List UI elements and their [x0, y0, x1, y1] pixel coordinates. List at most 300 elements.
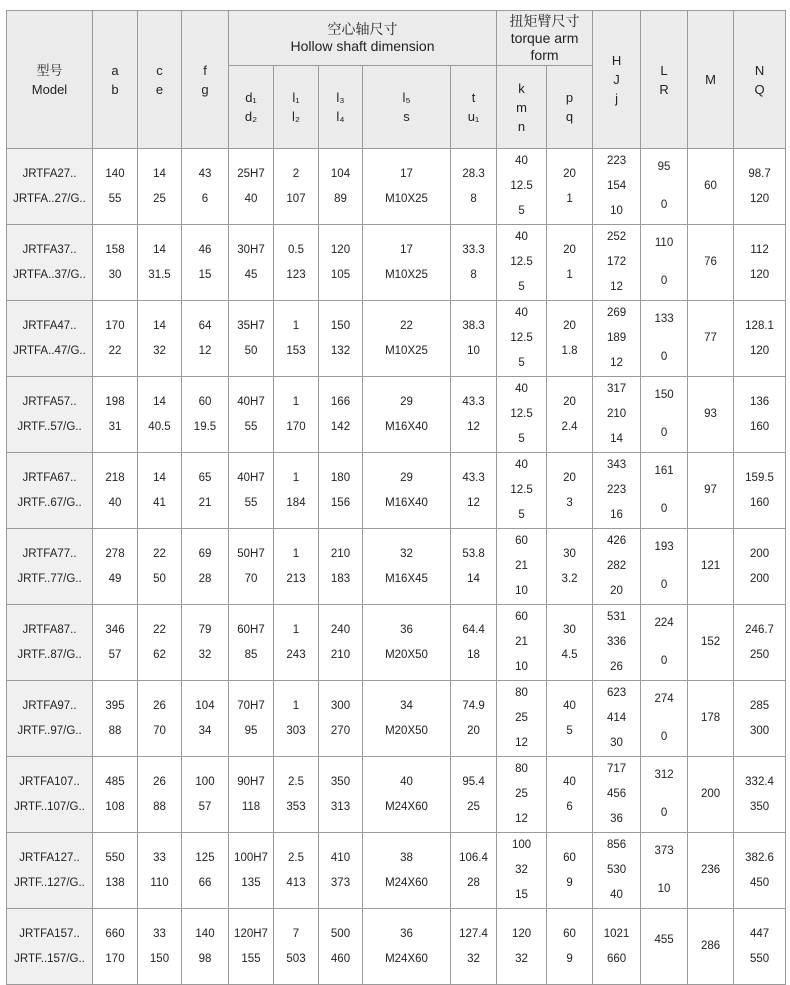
cell-h-j-j [593, 225, 641, 301]
header-l-r [641, 11, 688, 149]
table-row [7, 833, 786, 909]
cell-line: 66 [198, 876, 212, 889]
cell-line: 0 [660, 199, 668, 211]
cell-line: JRTF..97/G.. [17, 724, 82, 737]
cell-line: 252 [606, 231, 627, 243]
header-a-b [93, 11, 138, 149]
cell-line: 14 [153, 167, 166, 180]
cell-line: 0 [660, 655, 668, 667]
cell-line: 10 [467, 344, 480, 357]
cell-line: 62 [153, 648, 166, 661]
cell-m [688, 605, 734, 681]
cell-line: 193 [654, 541, 674, 553]
cell-f-g [182, 301, 229, 377]
cell-line: 32 [515, 952, 528, 965]
header-k-m-n [497, 66, 547, 149]
cell-line: 170 [105, 952, 125, 965]
cell-a-b [93, 909, 138, 985]
cell-line: 40H7 [237, 471, 265, 484]
cell-f-g [182, 377, 229, 453]
cell-h-j-j [593, 757, 641, 833]
cell-l-r [641, 377, 688, 453]
cell-line: 210 [606, 408, 627, 420]
cell-line: 30 [563, 547, 576, 560]
cell-f-g [182, 149, 229, 225]
cell-h-j-j [593, 301, 641, 377]
header-m [688, 11, 734, 149]
cell-p-q [547, 377, 593, 453]
cell-c-e [138, 225, 182, 301]
cell-line: 25 [153, 192, 166, 205]
cell-line: 447 [749, 927, 770, 940]
cell-line: M10X25 [385, 344, 428, 357]
cell-line: 57 [198, 800, 212, 813]
cell-line: 33 [153, 927, 166, 940]
cell-line: 95 [657, 161, 671, 173]
cell-line: 50 [153, 572, 166, 585]
cell-m [688, 833, 734, 909]
cell-line: 12 [610, 357, 623, 369]
cell-k-m-n [497, 909, 547, 985]
cell-line: JRTFA77.. [22, 547, 77, 560]
cell-line: 189 [606, 332, 627, 344]
cell-line: JRTFA97.. [22, 699, 77, 712]
cell-line: 2.5 [288, 851, 304, 864]
cell-line: 30 [610, 737, 623, 749]
cell-line: 32 [467, 952, 480, 965]
cell-line: 40.5 [148, 420, 171, 433]
cell-line: 153 [286, 344, 306, 357]
cell-d [229, 681, 274, 757]
cell-line: 12.5 [510, 180, 533, 192]
cell-d [229, 833, 274, 909]
cell-line: 41 [153, 496, 166, 509]
cell-line: 155 [241, 952, 261, 965]
cell-h-j-j [593, 833, 641, 909]
cell-line: 22 [400, 319, 413, 332]
cell-line: R [659, 81, 669, 97]
cell-a-b [93, 605, 138, 681]
cell-line: 410 [330, 851, 351, 864]
cell-line: 90H7 [237, 775, 265, 788]
cell-line: 8 [470, 192, 477, 205]
cell-line: 313 [330, 800, 351, 813]
cell-line: 21 [515, 636, 528, 648]
cell-line: 154 [606, 180, 627, 192]
cell-l5-s [363, 757, 451, 833]
cell-line: 184 [286, 496, 306, 509]
cell-line: 40 [244, 192, 258, 205]
cell-line: 95 [244, 724, 258, 737]
cell-line: 132 [330, 344, 351, 357]
cell-l1-l2 [274, 529, 319, 605]
cell-line: 12 [610, 281, 623, 293]
cell-a-b [93, 757, 138, 833]
cell-n-q [734, 909, 786, 985]
cell-line: 25 [467, 800, 480, 813]
cell-line: 25 [515, 712, 528, 724]
cell-line: 22 [108, 344, 122, 357]
cell-line: 500 [330, 927, 351, 940]
cell-d [229, 301, 274, 377]
cell-line: 80 [515, 763, 528, 775]
cell-line: 286 [700, 940, 721, 952]
cell-line: 210 [330, 547, 351, 560]
cell-a-b [93, 301, 138, 377]
cell-line: 300 [330, 699, 351, 712]
cell-line: 60 [563, 927, 576, 940]
cell-line: 20 [610, 585, 623, 597]
cell-p-q [547, 605, 593, 681]
cell-line: 60H7 [237, 623, 265, 636]
cell-line: 79 [198, 623, 212, 636]
header-torque-arm-group [497, 11, 593, 66]
cell-c-e [138, 681, 182, 757]
cell-line: 303 [286, 724, 306, 737]
cell-line: JRTFA47.. [22, 319, 77, 332]
cell-line: d₂ [244, 109, 258, 124]
cell-line: 0 [660, 427, 668, 439]
cell-n-q [734, 757, 786, 833]
cell-line: 46 [198, 243, 212, 256]
cell-line: 353 [286, 800, 306, 813]
cell-line: 142 [330, 420, 351, 433]
cell-line: g [201, 81, 209, 97]
cell-f-g [182, 605, 229, 681]
cell-line: q [565, 109, 574, 124]
cell-line: torque arm [510, 29, 579, 46]
header-p-q [547, 66, 593, 149]
cell-line: 80 [515, 687, 528, 699]
cell-line: 10 [515, 661, 528, 673]
cell-d [229, 529, 274, 605]
cell-line: 20 [563, 471, 576, 484]
cell-line: 33.3 [462, 243, 485, 256]
cell-line: 30 [108, 268, 122, 281]
cell-line: 0.5 [288, 243, 304, 256]
cell-m [688, 377, 734, 453]
cell-line: 89 [334, 192, 347, 205]
cell-line: 107 [286, 192, 306, 205]
cell-line: 95.4 [462, 775, 485, 788]
cell-m [688, 529, 734, 605]
cell-l1-l2 [274, 453, 319, 529]
table-row [7, 149, 786, 225]
cell-line: s [403, 109, 410, 124]
cell-a-b [93, 453, 138, 529]
cell-line: M20X50 [385, 648, 428, 661]
cell-line: 扭矩臂尺寸 [509, 12, 580, 29]
cell-l3-l4 [319, 149, 363, 225]
cell-line: b [111, 81, 119, 97]
cell-line: 2.4 [561, 420, 578, 433]
cell-line: M10X25 [385, 192, 428, 205]
cell-line: 236 [700, 864, 721, 876]
cell-line: j [615, 91, 618, 106]
header-f-g [182, 11, 229, 149]
cell-k-m-n [497, 833, 547, 909]
cell-line: 34 [400, 699, 413, 712]
cell-line: 40 [563, 699, 576, 712]
header-c-e [138, 11, 182, 149]
cell-line: 32 [153, 344, 166, 357]
cell-line: 12 [515, 813, 528, 825]
cell-d [229, 453, 274, 529]
cell-line: 159.5 [745, 471, 774, 484]
cell-line: 104 [330, 167, 351, 180]
cell-line: JRTF..57/G.. [17, 420, 82, 433]
cell-d [229, 909, 274, 985]
cell-t-u [451, 377, 497, 453]
cell-t-u [451, 301, 497, 377]
cell-a-b [93, 149, 138, 225]
cell-f-g [182, 225, 229, 301]
cell-line: 350 [749, 800, 770, 813]
table-row [7, 681, 786, 757]
cell-d [229, 377, 274, 453]
cell-l-r [641, 909, 688, 985]
cell-k-m-n [497, 149, 547, 225]
cell-model [7, 757, 93, 833]
cell-line: 128.1 [745, 319, 774, 332]
cell-n-q [734, 149, 786, 225]
cell-l3-l4 [319, 453, 363, 529]
cell-line: 21 [198, 496, 212, 509]
cell-line: 530 [606, 864, 627, 876]
cell-line: 246.7 [745, 623, 774, 636]
cell-line: 170 [105, 319, 125, 332]
cell-c-e [138, 605, 182, 681]
cell-line: 413 [286, 876, 306, 889]
cell-m [688, 453, 734, 529]
cell-line: 150 [330, 319, 351, 332]
cell-line: 0 [660, 503, 668, 515]
cell-line: 135 [241, 876, 261, 889]
cell-line: 34 [198, 724, 212, 737]
cell-line: 6 [201, 192, 209, 205]
cell-h-j-j [593, 149, 641, 225]
cell-line: L [660, 62, 668, 78]
cell-d [229, 225, 274, 301]
cell-line: 460 [330, 952, 351, 965]
cell-line: 43.3 [462, 395, 485, 408]
cell-line: 40 [515, 307, 528, 319]
cell-line: 10 [657, 883, 671, 895]
cell-model [7, 377, 93, 453]
cell-h-j-j [593, 377, 641, 453]
cell-line: 32 [515, 864, 528, 876]
cell-line: 40 [563, 775, 576, 788]
cell-l5-s [363, 377, 451, 453]
cell-line: 1.8 [561, 344, 578, 357]
cell-line: 243 [286, 648, 306, 661]
cell-line: l₅ [402, 90, 411, 105]
cell-line: J [613, 72, 620, 87]
cell-line: 1 [566, 268, 573, 281]
cell-line: 1021 [603, 927, 630, 940]
cell-line: 0 [660, 807, 668, 819]
cell-line: 160 [749, 496, 770, 509]
cell-line: 200 [749, 572, 770, 585]
cell-line: 100H7 [234, 851, 268, 864]
cell-l5-s [363, 605, 451, 681]
cell-line: e [155, 81, 164, 97]
cell-line: 160 [749, 420, 770, 433]
cell-line: JRTFA27.. [22, 167, 77, 180]
cell-line: 40 [515, 459, 528, 471]
cell-l3-l4 [319, 757, 363, 833]
cell-line: 660 [606, 952, 627, 965]
cell-line: 120 [511, 927, 532, 940]
cell-line: JRTF..67/G.. [17, 496, 82, 509]
cell-n-q [734, 529, 786, 605]
cell-t-u [451, 909, 497, 985]
cell-l1-l2 [274, 833, 319, 909]
cell-k-m-n [497, 377, 547, 453]
cell-t-u [451, 681, 497, 757]
cell-n-q [734, 225, 786, 301]
cell-line: 12.5 [510, 332, 533, 344]
cell-line: 105 [330, 268, 351, 281]
cell-l3-l4 [319, 605, 363, 681]
cell-line: 9 [566, 952, 573, 965]
cell-line: 98.7 [748, 167, 771, 180]
cell-f-g [182, 681, 229, 757]
table-row [7, 909, 786, 985]
cell-line: 0 [660, 579, 668, 591]
table-row [7, 301, 786, 377]
cell-l1-l2 [274, 681, 319, 757]
header-model [7, 11, 93, 149]
cell-line: 170 [286, 420, 306, 433]
cell-line: 198 [105, 395, 125, 408]
cell-line: M20X50 [385, 724, 428, 737]
cell-m [688, 301, 734, 377]
cell-line: 14 [153, 243, 166, 256]
cell-line: JRTFA67.. [22, 471, 77, 484]
cell-line: l₄ [336, 109, 345, 124]
cell-line: 332.4 [745, 775, 774, 788]
cell-line: 5 [518, 433, 525, 445]
cell-model [7, 833, 93, 909]
cell-line: 40 [515, 383, 528, 395]
cell-line: 36 [400, 623, 413, 636]
cell-l-r [641, 149, 688, 225]
cell-line: 1 [292, 547, 300, 560]
cell-m [688, 149, 734, 225]
cell-t-u [451, 225, 497, 301]
cell-line: 158 [105, 243, 125, 256]
cell-line: 100 [511, 839, 532, 851]
cell-line: 30 [563, 623, 576, 636]
cell-n-q [734, 377, 786, 453]
cell-line: 25H7 [237, 167, 265, 180]
cell-line: H [611, 53, 622, 68]
cell-model [7, 681, 93, 757]
cell-line: 455 [654, 933, 674, 946]
cell-line: 223 [606, 484, 627, 496]
cell-line: 3.2 [561, 572, 578, 585]
cell-line: 120H7 [234, 927, 268, 940]
cell-line: 26 [153, 775, 166, 788]
cell-line: 120 [749, 268, 770, 281]
cell-line: 660 [105, 927, 125, 940]
cell-line: 6 [566, 800, 573, 813]
cell-c-e [138, 149, 182, 225]
cell-line: 空心轴尺寸 [327, 21, 398, 37]
hollow-shaft-dimension-table [6, 10, 786, 985]
cell-line: 12 [467, 496, 480, 509]
cell-line: M24X60 [385, 800, 428, 813]
cell-line: 14 [467, 572, 480, 585]
cell-line: M16X40 [385, 496, 428, 509]
cell-line: 183 [330, 572, 351, 585]
cell-k-m-n [497, 681, 547, 757]
cell-line: 8 [470, 268, 477, 281]
cell-l3-l4 [319, 529, 363, 605]
cell-line: 20 [563, 167, 576, 180]
cell-line: 12 [515, 737, 528, 749]
cell-line: 型号 [36, 62, 63, 78]
cell-d [229, 605, 274, 681]
cell-p-q [547, 225, 593, 301]
cell-line: 223 [606, 155, 627, 167]
cell-l5-s [363, 833, 451, 909]
cell-line: 93 [704, 408, 717, 420]
cell-c-e [138, 529, 182, 605]
cell-line: form [530, 46, 559, 63]
cell-l5-s [363, 301, 451, 377]
cell-p-q [547, 149, 593, 225]
cell-line: 1 [292, 623, 300, 636]
cell-l-r [641, 301, 688, 377]
cell-line: l₂ [292, 109, 300, 124]
cell-line: 88 [153, 800, 166, 813]
cell-h-j-j [593, 529, 641, 605]
cell-line: 76 [704, 256, 717, 268]
cell-h-j-j [593, 681, 641, 757]
cell-line: 60 [198, 395, 212, 408]
cell-line: 317 [606, 383, 627, 395]
cell-t-u [451, 453, 497, 529]
cell-t-u [451, 529, 497, 605]
cell-l5-s [363, 453, 451, 529]
cell-f-g [182, 453, 229, 529]
cell-l-r [641, 529, 688, 605]
cell-c-e [138, 377, 182, 453]
cell-line: JRTFA..47/G.. [13, 344, 86, 357]
cell-n-q [734, 453, 786, 529]
cell-line: 346 [105, 623, 125, 636]
cell-l-r [641, 225, 688, 301]
cell-t-u [451, 605, 497, 681]
cell-line: 150 [149, 952, 170, 965]
cell-line: 110 [654, 237, 674, 249]
cell-line: 172 [606, 256, 627, 268]
cell-c-e [138, 301, 182, 377]
cell-line: 120 [749, 344, 770, 357]
cell-line: 120 [330, 243, 351, 256]
cell-line: 200 [749, 547, 770, 560]
cell-l5-s [363, 529, 451, 605]
cell-line: 69 [198, 547, 212, 560]
cell-line: 110 [150, 876, 169, 889]
cell-line: 88 [108, 724, 122, 737]
cell-line: M10X25 [385, 268, 428, 281]
cell-line: JRTF..107/G.. [14, 800, 85, 813]
cell-line: 161 [654, 465, 674, 477]
cell-line: 152 [700, 636, 721, 648]
